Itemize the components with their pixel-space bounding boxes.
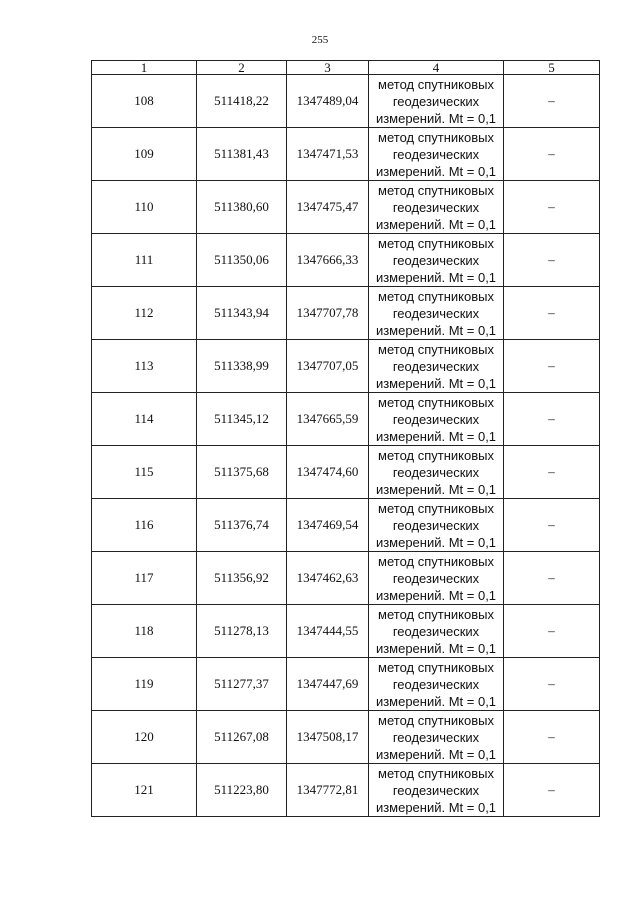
method-cell <box>369 393 504 446</box>
method-line: измерений. Mt = 0,1 <box>375 110 497 126</box>
method-line: метод спутниковых <box>378 288 494 304</box>
method-line: измерений. Mt = 0,1 <box>375 428 497 444</box>
point-number-cell: 114 <box>92 393 197 446</box>
table-row <box>92 234 600 287</box>
method-cell <box>369 658 504 711</box>
point-number-cell: 116 <box>92 499 197 552</box>
y-coordinate-cell: 1347508,17 <box>287 711 369 764</box>
method-line: измерений. Mt = 0,1 <box>375 799 497 815</box>
y-coordinate-cell: 1347475,47 <box>287 181 369 234</box>
method-line: геодезических <box>392 464 480 480</box>
point-number-cell: 111 <box>92 234 197 287</box>
method-cell <box>369 75 504 128</box>
y-coordinate-cell: 1347772,81 <box>287 764 369 817</box>
y-coordinate-cell: 1347707,05 <box>287 340 369 393</box>
note-cell: – <box>504 605 600 658</box>
note-cell: – <box>504 340 600 393</box>
method-line: метод спутниковых <box>378 712 494 728</box>
x-coordinate-cell: 511338,99 <box>197 340 287 393</box>
method-line: метод спутниковых <box>378 394 494 410</box>
method-line: метод спутниковых <box>378 500 494 516</box>
method-line: геодезических <box>392 411 480 427</box>
point-number-cell: 117 <box>92 552 197 605</box>
method-line: измерений. Mt = 0,1 <box>375 746 497 762</box>
method-line: измерений. Mt = 0,1 <box>375 640 497 656</box>
x-coordinate-cell: 511418,22 <box>197 75 287 128</box>
note-cell: – <box>504 711 600 764</box>
y-coordinate-cell: 1347469,54 <box>287 499 369 552</box>
method-line: метод спутниковых <box>378 553 494 569</box>
header-col-5: 5 <box>504 61 600 75</box>
header-col-4: 4 <box>369 61 504 75</box>
method-line: измерений. Mt = 0,1 <box>375 216 497 232</box>
note-cell: – <box>504 552 600 605</box>
table-row <box>92 499 600 552</box>
method-cell <box>369 711 504 764</box>
x-coordinate-cell: 511343,94 <box>197 287 287 340</box>
method-line: геодезических <box>392 729 480 745</box>
method-line: метод спутниковых <box>378 235 494 251</box>
x-coordinate-cell: 511380,60 <box>197 181 287 234</box>
method-line: геодезических <box>392 199 480 215</box>
method-line: измерений. Mt = 0,1 <box>375 587 497 603</box>
table-row <box>92 658 600 711</box>
method-line: измерений. Mt = 0,1 <box>375 375 497 391</box>
x-coordinate-cell: 511376,74 <box>197 499 287 552</box>
method-line: геодезических <box>392 93 480 109</box>
table-header <box>92 61 600 75</box>
table-row <box>92 128 600 181</box>
method-line: геодезических <box>392 517 480 533</box>
point-number-cell: 118 <box>92 605 197 658</box>
note-cell: – <box>504 658 600 711</box>
table-row <box>92 711 600 764</box>
method-line: геодезических <box>392 146 480 162</box>
method-line: геодезических <box>392 358 480 374</box>
header-col-3: 3 <box>287 61 369 75</box>
method-cell <box>369 764 504 817</box>
method-line: метод спутниковых <box>378 341 494 357</box>
method-line: геодезических <box>392 570 480 586</box>
header-row <box>92 61 600 75</box>
method-line: измерений. Mt = 0,1 <box>375 269 497 285</box>
y-coordinate-cell: 1347707,78 <box>287 287 369 340</box>
point-number-cell: 110 <box>92 181 197 234</box>
page-number: 255 <box>311 34 329 46</box>
table-row <box>92 75 600 128</box>
table-row <box>92 340 600 393</box>
method-line: метод спутниковых <box>378 765 494 781</box>
method-cell <box>369 499 504 552</box>
method-line: геодезических <box>392 623 480 639</box>
table-row <box>92 552 600 605</box>
table-row <box>92 764 600 817</box>
method-line: метод спутниковых <box>378 182 494 198</box>
table-row <box>92 287 600 340</box>
x-coordinate-cell: 511223,80 <box>197 764 287 817</box>
method-cell <box>369 446 504 499</box>
method-cell <box>369 128 504 181</box>
note-cell: – <box>504 446 600 499</box>
note-cell: – <box>504 499 600 552</box>
method-line: измерений. Mt = 0,1 <box>375 481 497 497</box>
point-number-cell: 109 <box>92 128 197 181</box>
y-coordinate-cell: 1347666,33 <box>287 234 369 287</box>
note-cell: – <box>504 287 600 340</box>
note-cell: – <box>504 764 600 817</box>
method-line: метод спутниковых <box>378 659 494 675</box>
x-coordinate-cell: 511350,06 <box>197 234 287 287</box>
method-cell <box>369 552 504 605</box>
header-col-2: 2 <box>197 61 287 75</box>
note-cell: – <box>504 181 600 234</box>
x-coordinate-cell: 511277,37 <box>197 658 287 711</box>
y-coordinate-cell: 1347471,53 <box>287 128 369 181</box>
y-coordinate-cell: 1347462,63 <box>287 552 369 605</box>
table-row <box>92 181 600 234</box>
point-number-cell: 108 <box>92 75 197 128</box>
method-line: геодезических <box>392 676 480 692</box>
x-coordinate-cell: 511345,12 <box>197 393 287 446</box>
method-line: измерений. Mt = 0,1 <box>375 322 497 338</box>
method-line: метод спутниковых <box>378 447 494 463</box>
method-cell <box>369 340 504 393</box>
method-line: геодезических <box>392 782 480 798</box>
table-row <box>92 446 600 499</box>
method-line: измерений. Mt = 0,1 <box>375 163 497 179</box>
note-cell: – <box>504 234 600 287</box>
method-line: измерений. Mt = 0,1 <box>375 534 497 550</box>
method-line: метод спутниковых <box>378 76 494 92</box>
method-cell <box>369 234 504 287</box>
method-line: метод спутниковых <box>378 606 494 622</box>
point-number-cell: 120 <box>92 711 197 764</box>
method-line: геодезических <box>392 252 480 268</box>
point-number-cell: 119 <box>92 658 197 711</box>
x-coordinate-cell: 511375,68 <box>197 446 287 499</box>
table-row <box>92 393 600 446</box>
coordinates-table <box>91 60 600 817</box>
x-coordinate-cell: 511278,13 <box>197 605 287 658</box>
y-coordinate-cell: 1347489,04 <box>287 75 369 128</box>
table-row <box>92 605 600 658</box>
y-coordinate-cell: 1347474,60 <box>287 446 369 499</box>
x-coordinate-cell: 511381,43 <box>197 128 287 181</box>
point-number-cell: 121 <box>92 764 197 817</box>
header-col-1: 1 <box>92 61 197 75</box>
x-coordinate-cell: 511267,08 <box>197 711 287 764</box>
y-coordinate-cell: 1347444,55 <box>287 605 369 658</box>
x-coordinate-cell: 511356,92 <box>197 552 287 605</box>
point-number-cell: 113 <box>92 340 197 393</box>
note-cell: – <box>504 393 600 446</box>
method-line: метод спутниковых <box>378 129 494 145</box>
method-cell <box>369 287 504 340</box>
y-coordinate-cell: 1347447,69 <box>287 658 369 711</box>
method-cell <box>369 181 504 234</box>
y-coordinate-cell: 1347665,59 <box>287 393 369 446</box>
note-cell: – <box>504 128 600 181</box>
method-cell <box>369 605 504 658</box>
method-line: измерений. Mt = 0,1 <box>375 693 497 709</box>
table-body <box>92 75 600 817</box>
method-line: геодезических <box>392 305 480 321</box>
note-cell: – <box>504 75 600 128</box>
point-number-cell: 112 <box>92 287 197 340</box>
point-number-cell: 115 <box>92 446 197 499</box>
